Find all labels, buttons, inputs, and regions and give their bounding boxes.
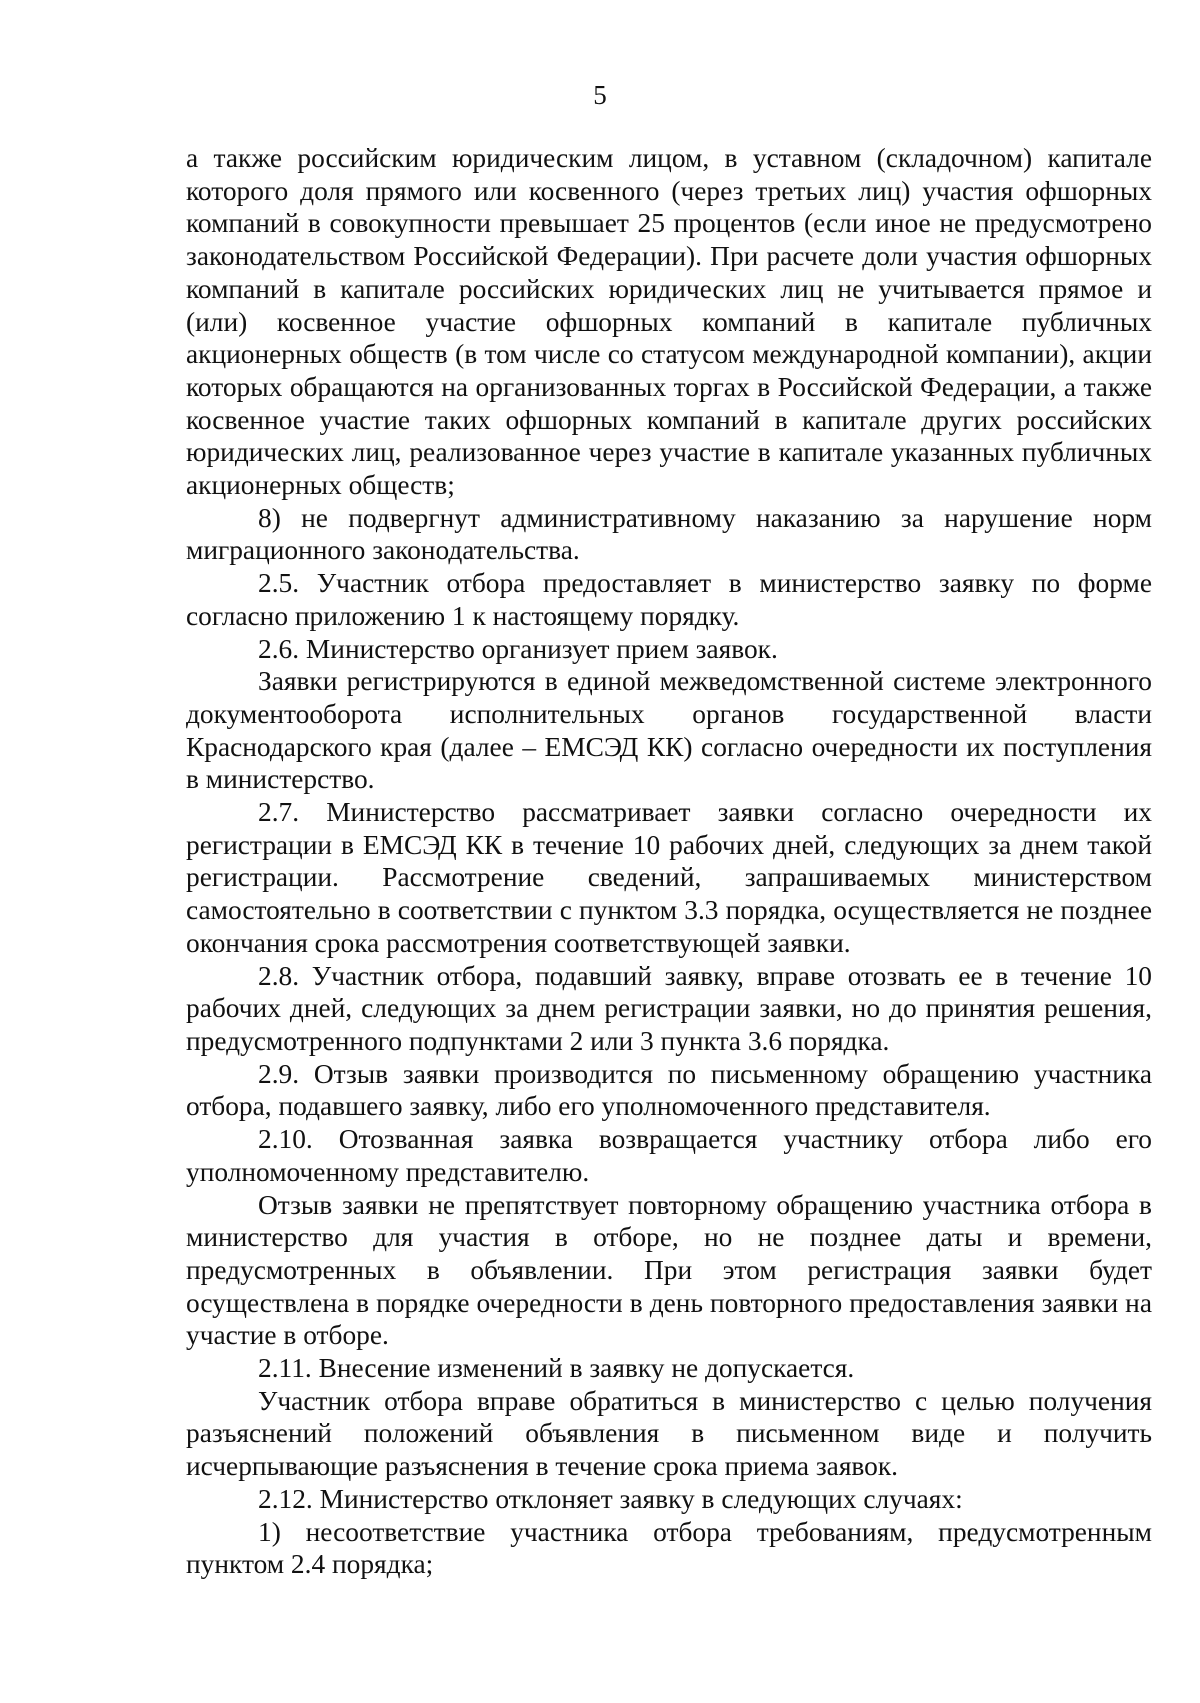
paragraph-clause-2-5: 2.5. Участник отбора предоставляет в министерство заявку по форме согласно приложению 1 к настоящему порядку. — [186, 568, 1152, 631]
paragraph-item-8: 8) не подвергнут административному наказанию за нарушение норм миграционного законодательства. — [186, 502, 1152, 566]
paragraph-clause-2-6: 2.6. Министерство организует прием заявок. — [258, 633, 778, 664]
paragraph-clause-2-11: 2.11. Внесение изменений в заявку не допускается. — [258, 1353, 855, 1384]
paragraph-clause-2-11-clarification: Участник отбора вправе обратиться в министерство с целью получения разъяснений положений объявления в письменном виде и получить исчерпывающие разъяснения в течение срока приема заявок. — [186, 1385, 1152, 1482]
paragraph-clause-2-8: 2.8. Участник отбора, подавший заявку, вправе отозвать ее в течение 10 рабочих дней, следующих за днем регистрации заявки, но до принятия решения, предусмотренного подпунктами 2 или 3 пункта 3.6 порядка. — [186, 960, 1152, 1056]
paragraph-clause-2-9: 2.9. Отзыв заявки производится по письменному обращению участника отбора, подавшего заявку, либо его уполномоченного представителя. — [186, 1058, 1152, 1122]
paragraph-clause-2-12: 2.12. Министерство отклоняет заявку в следующих случаях: — [258, 1483, 963, 1514]
paragraph-clause-2-7: 2.7. Министерство рассматривает заявки согласно очередности их регистрации в ЕМСЭД КК в течение 10 рабочих дней, следующих за днем такой регистрации. Рассмотрение сведений, запрашиваемых министерством самостоятельно в соответствии с пунктом 3.3 порядка, осуществляется не позднее окончания срока рассмотрения соответствующей заявки. — [186, 797, 1152, 958]
page-number: 5 — [593, 80, 607, 110]
paragraph-clause-2-12-item-1: 1) несоответствие участника отбора требованиям, предусмотренным пунктом 2.4 порядка; — [186, 1516, 1152, 1580]
document-body — [186, 142, 1152, 1581]
paragraph-clause-2-10: 2.10. Отозванная заявка возвращается участнику отбора либо его уполномоченному представителю. — [186, 1124, 1152, 1187]
paragraph-continuation: а также российским юридическим лицом, в уставном (складочном) капитале которого доля прямого или косвенного (через третьих лиц) участия офшорных компаний в совокупности превышает 25 процентов (если иное не предусмотрено законодательством Российской Федерации). При расчете доли участия офшорных компаний в капитале российских юридических лиц не учитывается прямое и (или) косвенное участие офшорных компаний в капитале публичных акционерных обществ (в том числе со статусом международной компании), акции которых обращаются на организованных торгах в Российской Федерации, а также косвенное участие таких офшорных компаний в капитале других российских юридических лиц, реализованное через участие в капитале указанных публичных акционерных обществ; — [186, 143, 1152, 501]
paragraph-clause-2-6-registration: Заявки регистрируются в единой межведомственной системе электронного документооборота исполнительных органов государственной власти Краснодарского края (далее – ЕМСЭД КК) согласно очередности их поступления в министерство. — [186, 666, 1152, 795]
paragraph-clause-2-10-withdrawal: Отзыв заявки не препятствует повторному обращению участника отбора в министерство для участия в отборе, но не позднее даты и времени, предусмотренных в объявлении. При этом регистрация заявки будет осуществлена в порядке очередности в день повторного предоставления заявки на участие в отборе. — [186, 1189, 1152, 1351]
